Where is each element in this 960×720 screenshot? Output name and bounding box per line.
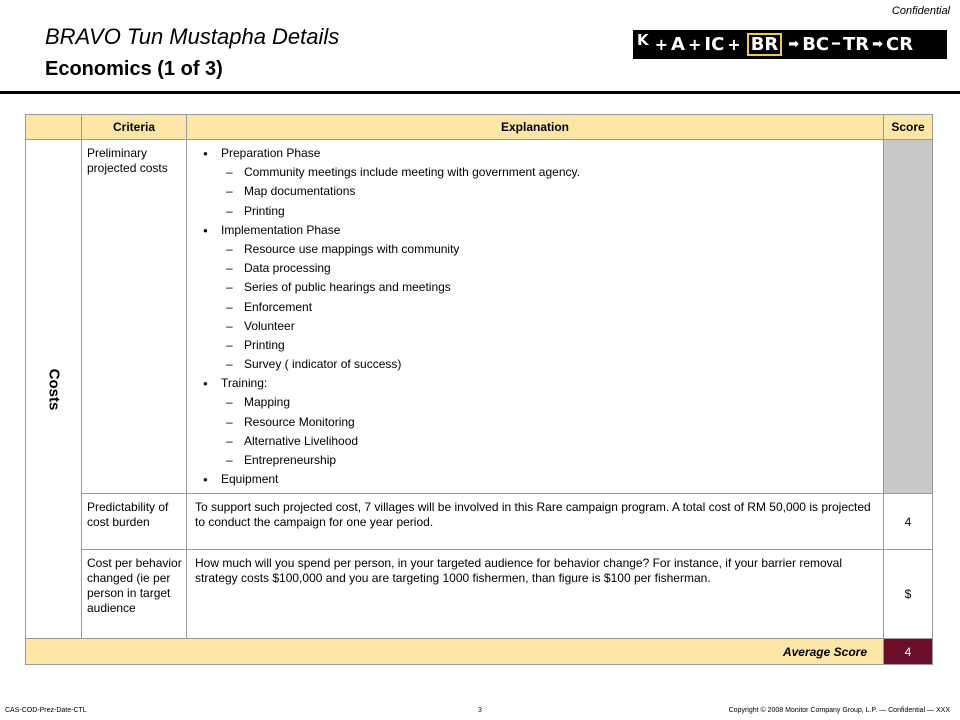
footer-page-number: 3 — [478, 707, 482, 714]
explanation-cell: To support such projected cost, 7 villages will be involved in this Rare campaign program. A total cost of RM 50,000 is projected to conduct the campaign for one year period. — [187, 494, 884, 550]
list-item: ● Training: — [195, 374, 877, 393]
list-item: ● Implementation Phase — [195, 221, 877, 240]
header-divider — [0, 91, 960, 94]
list-item: ● Preparation Phase — [195, 144, 877, 163]
logo-cr: CR — [886, 34, 914, 55]
logo-a: A — [671, 34, 685, 55]
kaicbr-logo — [633, 30, 947, 59]
logo-plus-2: + — [687, 35, 702, 54]
score-cell — [884, 140, 933, 494]
list-item: ● Equipment — [195, 470, 877, 489]
logo-tr: TR — [842, 34, 870, 55]
score-cell: $ — [884, 550, 933, 639]
explanation-cell: How much will you spend per person, in your targeted audience for behavior change? For instance, if your barrier removal strategy costs $100,000 and you are targeting 1000 fishermen, than figure is $100 per fisherman. — [187, 550, 884, 639]
list-item: – Map documentations — [195, 182, 877, 201]
average-score-row — [26, 639, 933, 665]
average-score-value: 4 — [884, 639, 933, 665]
list-item: – Series of public hearings and meetings — [195, 278, 877, 297]
average-score-label: Average Score — [26, 639, 884, 665]
list-item: – Alternative Livelihood — [195, 432, 877, 451]
score-header: Score — [884, 115, 933, 140]
page-title: BRAVO Tun Mustapha Details — [45, 24, 340, 49]
footer-copyright: Copyright © 2008 Monitor Company Group, L.P. — Confidential — XXX — [728, 707, 950, 714]
footer-doc-code: CAS-COD-Prez-Date-CTL — [5, 707, 87, 714]
list-item: – Mapping — [195, 393, 877, 412]
header-blank-cell — [26, 115, 82, 140]
list-item: – Entrepreneurship — [195, 451, 877, 470]
costs-section-label: Costs — [45, 368, 62, 411]
page-subtitle: Economics (1 of 3) — [45, 58, 223, 80]
criteria-cell: Preliminary projected costs — [82, 140, 187, 494]
table-row-projected-costs — [26, 140, 933, 494]
list-item: – Printing — [195, 336, 877, 355]
logo-bc: BC — [802, 34, 830, 55]
logo-k: K — [637, 30, 649, 49]
costs-section-cell — [26, 140, 82, 639]
list-item: – Resource use mappings with community — [195, 240, 877, 259]
table-row-predictability — [26, 494, 933, 550]
economics-table — [25, 114, 933, 665]
explanation-cell — [187, 140, 884, 494]
explanation-header: Explanation — [187, 115, 884, 140]
table-header-row — [26, 115, 933, 140]
list-item: – Resource Monitoring — [195, 413, 877, 432]
criteria-cell: Predictability of cost burden — [82, 494, 187, 550]
list-item: – Data processing — [195, 259, 877, 278]
logo-br: BR — [747, 33, 783, 56]
table-row-cost-per-behavior — [26, 550, 933, 639]
logo-plus-3: + — [727, 35, 741, 54]
list-item: – Printing — [195, 202, 877, 221]
list-item: – Volunteer — [195, 317, 877, 336]
criteria-header: Criteria — [82, 115, 187, 140]
logo-arrow-2-icon: ➡ — [872, 37, 884, 52]
logo-arrow-1-icon: ➡ — [788, 37, 800, 52]
list-item: – Community meetings include meeting with government agency. — [195, 163, 877, 182]
criteria-cell: Cost per behavior changed (ie per person in target audience — [82, 550, 187, 639]
logo-ic: IC — [704, 34, 725, 55]
list-item: – Enforcement — [195, 298, 877, 317]
logo-plus-1: + — [654, 35, 669, 54]
confidential-label: Confidential — [891, 5, 950, 17]
score-cell: 4 — [884, 494, 933, 550]
list-item: – Survey ( indicator of success) — [195, 355, 877, 374]
logo-dash-icon: ━ — [832, 37, 840, 52]
